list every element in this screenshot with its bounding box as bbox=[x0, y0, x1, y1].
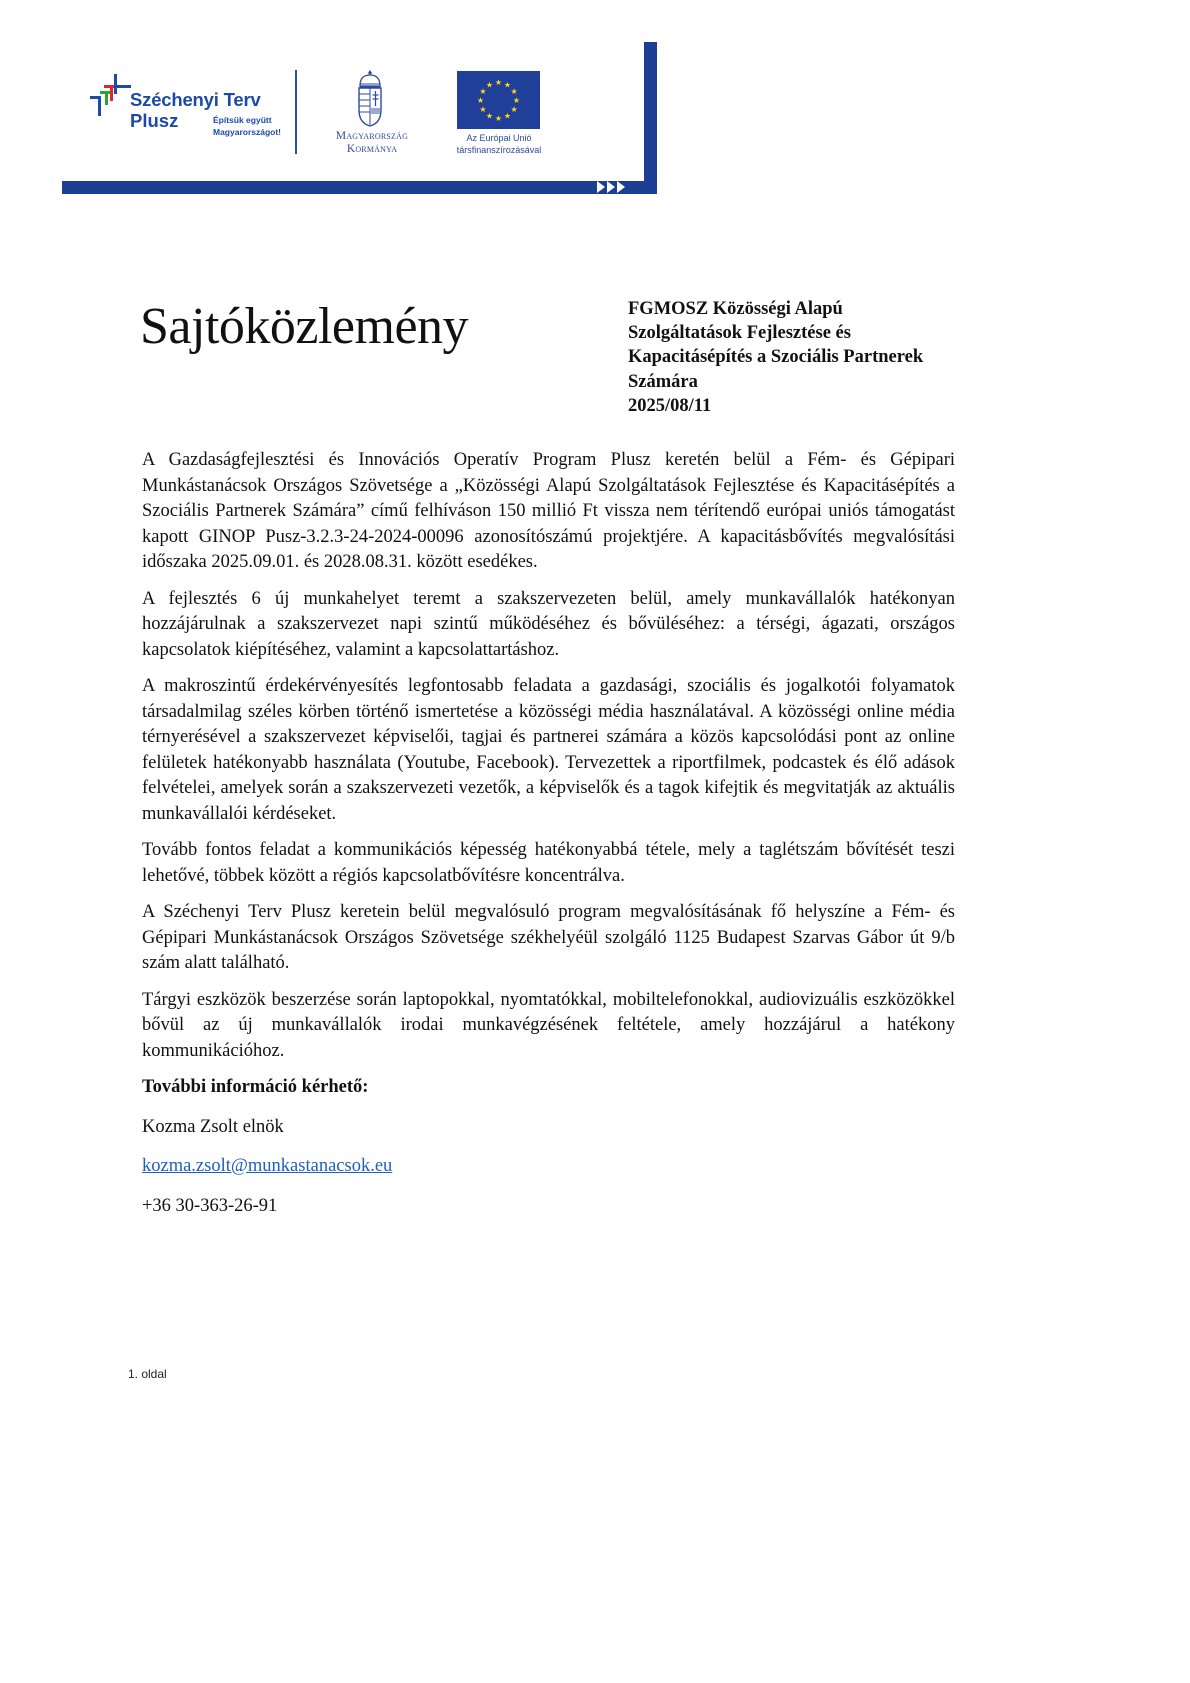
eu-star-icon: ★ bbox=[485, 80, 494, 90]
eu-star-icon: ★ bbox=[494, 78, 503, 87]
szechenyi-slogan bbox=[213, 114, 281, 138]
subtitle-line: Számára bbox=[628, 371, 698, 392]
szechenyi-title: Széchenyi Terv bbox=[130, 89, 261, 110]
coat-of-arms-icon bbox=[355, 68, 385, 128]
paragraph: A Széchenyi Terv Plusz keretein belül megvalósuló program megvalósításának fő helyszíne a Fém- és Gépipari Munkástanácsok Országos Szövetsége székhelyéül szolgáló 1125 Budapest Szarvas Gábor út 9/b szám alatt található. bbox=[142, 902, 955, 973]
szechenyi-plus: Plusz bbox=[130, 110, 179, 131]
logo-divider bbox=[295, 70, 297, 154]
chevron-arrows-icon bbox=[597, 181, 625, 194]
eu-star-icon: ★ bbox=[479, 87, 487, 96]
paragraph: A fejlesztés 6 új munkahelyet teremt a szakszervezeten belül, amely munkavállalók hatékonyan hozzájárulnak a szakszervezet napi szintű működéséhez és bővüléséhez: a térségi, ágazati, országos kapcsolatok kiépítéséhez, valamint a kapcsolattartáshoz. bbox=[142, 588, 955, 660]
slogan-line-2: Magyarországot! bbox=[213, 127, 282, 137]
contact-section bbox=[142, 1075, 955, 1219]
eu-line-1: Az Európai Unió bbox=[466, 133, 532, 143]
date-line: 2025/08/11 bbox=[628, 395, 712, 416]
eu-star-icon: ★ bbox=[494, 114, 503, 123]
eu-star-icon: ★ bbox=[476, 96, 485, 105]
subtitle-line: Szolgáltatások Fejlesztése és bbox=[628, 323, 851, 344]
szechenyi-terv-plusz-logo bbox=[90, 72, 282, 152]
eu-stars bbox=[457, 71, 540, 129]
page-number: 1. oldal bbox=[128, 1367, 167, 1381]
eu-star-icon: ★ bbox=[512, 96, 521, 105]
project-subtitle bbox=[628, 297, 923, 418]
eu-star-icon: ★ bbox=[503, 111, 512, 121]
eu-star-icon: ★ bbox=[503, 80, 512, 90]
contact-name: Kozma Zsolt elnök bbox=[142, 1116, 284, 1137]
hungarian-government-logo bbox=[312, 68, 432, 158]
eu-flag-icon bbox=[457, 71, 540, 129]
government-line-1: Magyarország bbox=[335, 130, 409, 142]
government-line-2: Kormánya bbox=[346, 143, 398, 155]
government-label bbox=[312, 130, 432, 156]
eu-star-icon: ★ bbox=[479, 105, 487, 114]
subtitle-line: Kapacitásépítés a Szociális Partnerek bbox=[628, 347, 924, 368]
banner-bottom-bar bbox=[62, 181, 657, 194]
paragraph: Tárgyi eszközök beszerzése során laptopokkal, nyomtatókkal, mobiltelefonokkal, audiovizuális eszközökkel bővül az új munkavállalók irodai munkavégzésének feltétele, amely hozzájárul a hatékony kommunikációhoz. bbox=[142, 989, 955, 1061]
banner-right-bar bbox=[644, 42, 657, 194]
paragraph: A Gazdaságfejlesztési és Innovációs Operatív Program Plusz keretén belül a Fém- és Gépipari Munkástanácsok Országos Szövetsége a „Közösségi Alapú Szolgáltatások Fejlesztése és Kapacitásépítés a Szociális Partnerek Számára” című felhíváson 150 millió Ft vissza nem térítendő európai uniós támogatást kapott GINOP Pusz-3.2.3-24-2024-00096 azonosítószámú projektjére. A kapacitásbővítés megvalósítási időszaka 2025.09.01. és 2028.08.31. között esedékes. bbox=[142, 450, 955, 572]
eu-star-icon: ★ bbox=[485, 111, 494, 121]
page-title: Sajtóközlemény bbox=[140, 298, 469, 355]
paragraph: A makroszintű érdekérvényesítés legfontosabb feladata a gazdasági, szociális és jogalkotói folyamatok társadalmilag széles körben történő ismertetése a közösségi média használatával. A közösségi online média térnyerésével a szakszervezet képviselői, tagjai és partnerei számára a közös kapcsolódási pont az online felületek hatékonyabb használata (Youtube, Facebook). Tervezettek a riportfilmek, podcastek és élő adások felvételei, amelyek során a szakszervezeti vezetők, a képviselők és a tagok kifejtik és megvitatják az aktuális munkavállalói kérdéseket. bbox=[142, 676, 955, 824]
eu-label bbox=[440, 132, 558, 156]
header-banner bbox=[62, 42, 595, 194]
eu-line-2: társfinanszírozásával bbox=[456, 145, 542, 155]
contact-email-link[interactable]: kozma.zsolt@munkastanacsok.eu bbox=[142, 1156, 393, 1176]
subtitle-line: FGMOSZ Közösségi Alapú bbox=[628, 299, 843, 319]
press-release-body bbox=[142, 448, 955, 1233]
slogan-line-1: Építsük együtt bbox=[213, 115, 272, 125]
paragraph: Tovább fontos feladat a kommunikációs képesség hatékonyabbá tétele, mely a taglétszám bővítését teszi lehetővé, többek között a régiós kapcsolatbővítésre koncentrálva. bbox=[142, 840, 955, 886]
eu-cofinancing-logo bbox=[440, 68, 560, 158]
eu-star-icon: ★ bbox=[510, 105, 518, 114]
contact-phone: +36 30-363-26-91 bbox=[142, 1195, 278, 1216]
contact-heading: További információ kérhető: bbox=[142, 1077, 369, 1097]
eu-star-icon: ★ bbox=[510, 87, 518, 96]
